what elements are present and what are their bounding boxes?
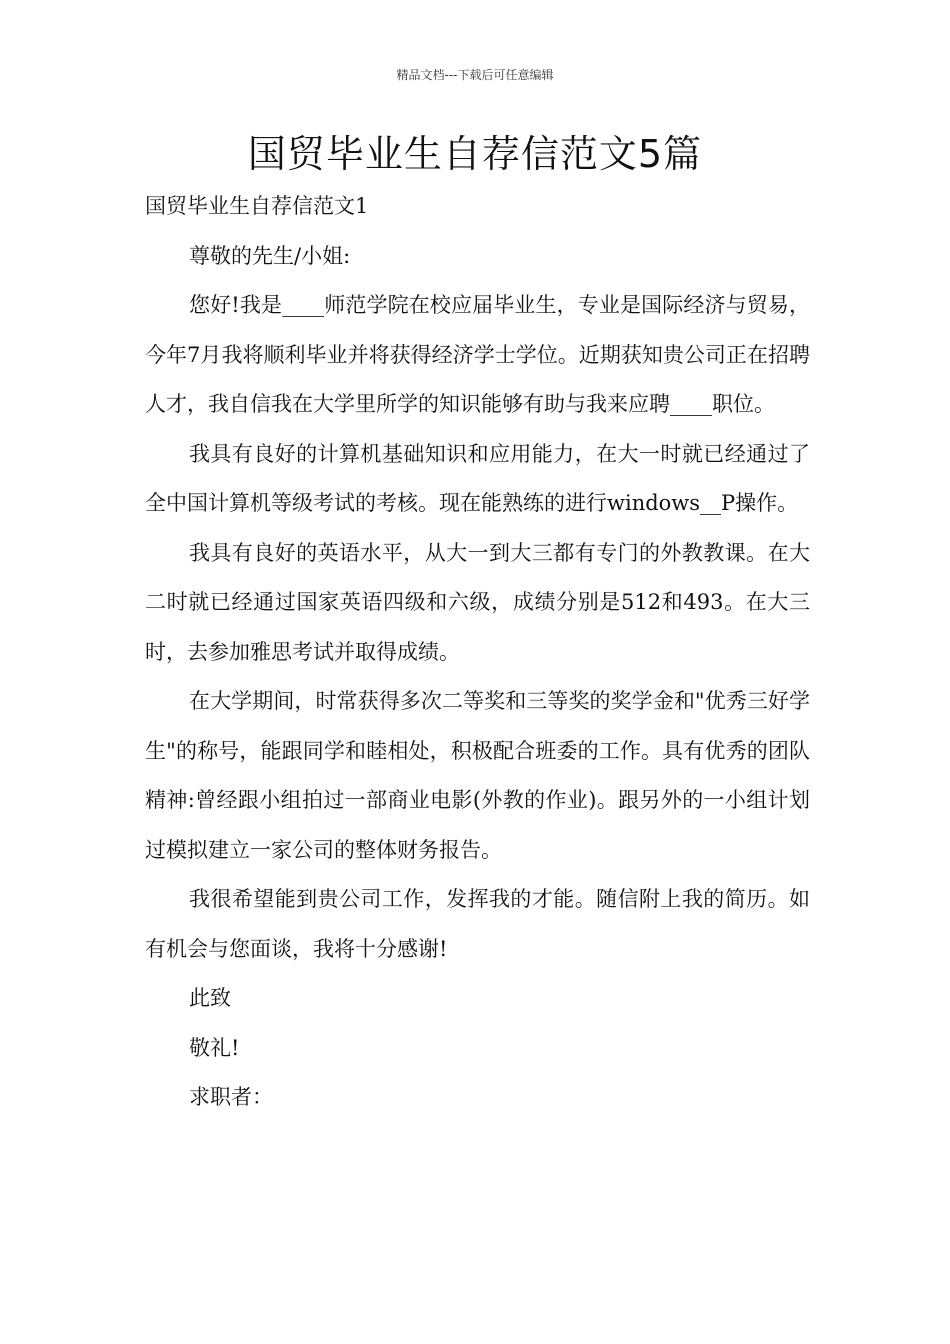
letter-body bbox=[145, 182, 810, 1123]
signature-label: 求职者： bbox=[189, 1085, 273, 1109]
header-note: 精品文档---下载后可任意编辑 bbox=[396, 68, 554, 82]
section-title: 国贸毕业生自荐信范文1 bbox=[145, 194, 369, 218]
closing-regards: 此致 bbox=[189, 986, 231, 1010]
paragraph-computer-skills: 我具有良好的计算机基础知识和应用能力，在大一时就已经通过了全中国计算机等级考试的考核。现在能熟练的进行windows__P操作。 bbox=[145, 441, 810, 515]
paragraph-closing-request: 我很希望能到贵公司工作，发挥我的才能。随信附上我的简历。如有机会与您面谈，我将十分感谢! bbox=[145, 887, 810, 961]
salutation: 尊敬的先生/小姐: bbox=[189, 243, 351, 268]
paragraph-university-experience: 在大学期间，时常获得多次二等奖和三等奖的奖学金和"优秀三好学生"的称号，能跟同学和睦相处，积极配合班委的工作。具有优秀的团队精神:曾经跟小组拍过一部商业电影(外教的作业)。跟另外的一小组计划过模拟建立一家公司的整体财务报告。 bbox=[145, 689, 810, 862]
closing-salute: 敬礼! bbox=[189, 1035, 240, 1060]
document-title: 国贸毕业生自荐信范文5篇 bbox=[247, 132, 703, 176]
paragraph-english-skills: 我具有良好的英语水平，从大一到大三都有专门的外教教课。在大二时就已经通过国家英语四级和六级，成绩分别是512和493。在大三时，去参加雅思考试并取得成绩。 bbox=[145, 540, 810, 664]
paragraph-intro: 您好!我是____师范学院在校应届毕业生，专业是国际经济与贸易，今年7月我将顺利毕业并将获得经济学士学位。近期获知贵公司正在招聘人才，我自信我在大学里所学的知识能够有助与我来应聘____职位。 bbox=[145, 293, 810, 416]
